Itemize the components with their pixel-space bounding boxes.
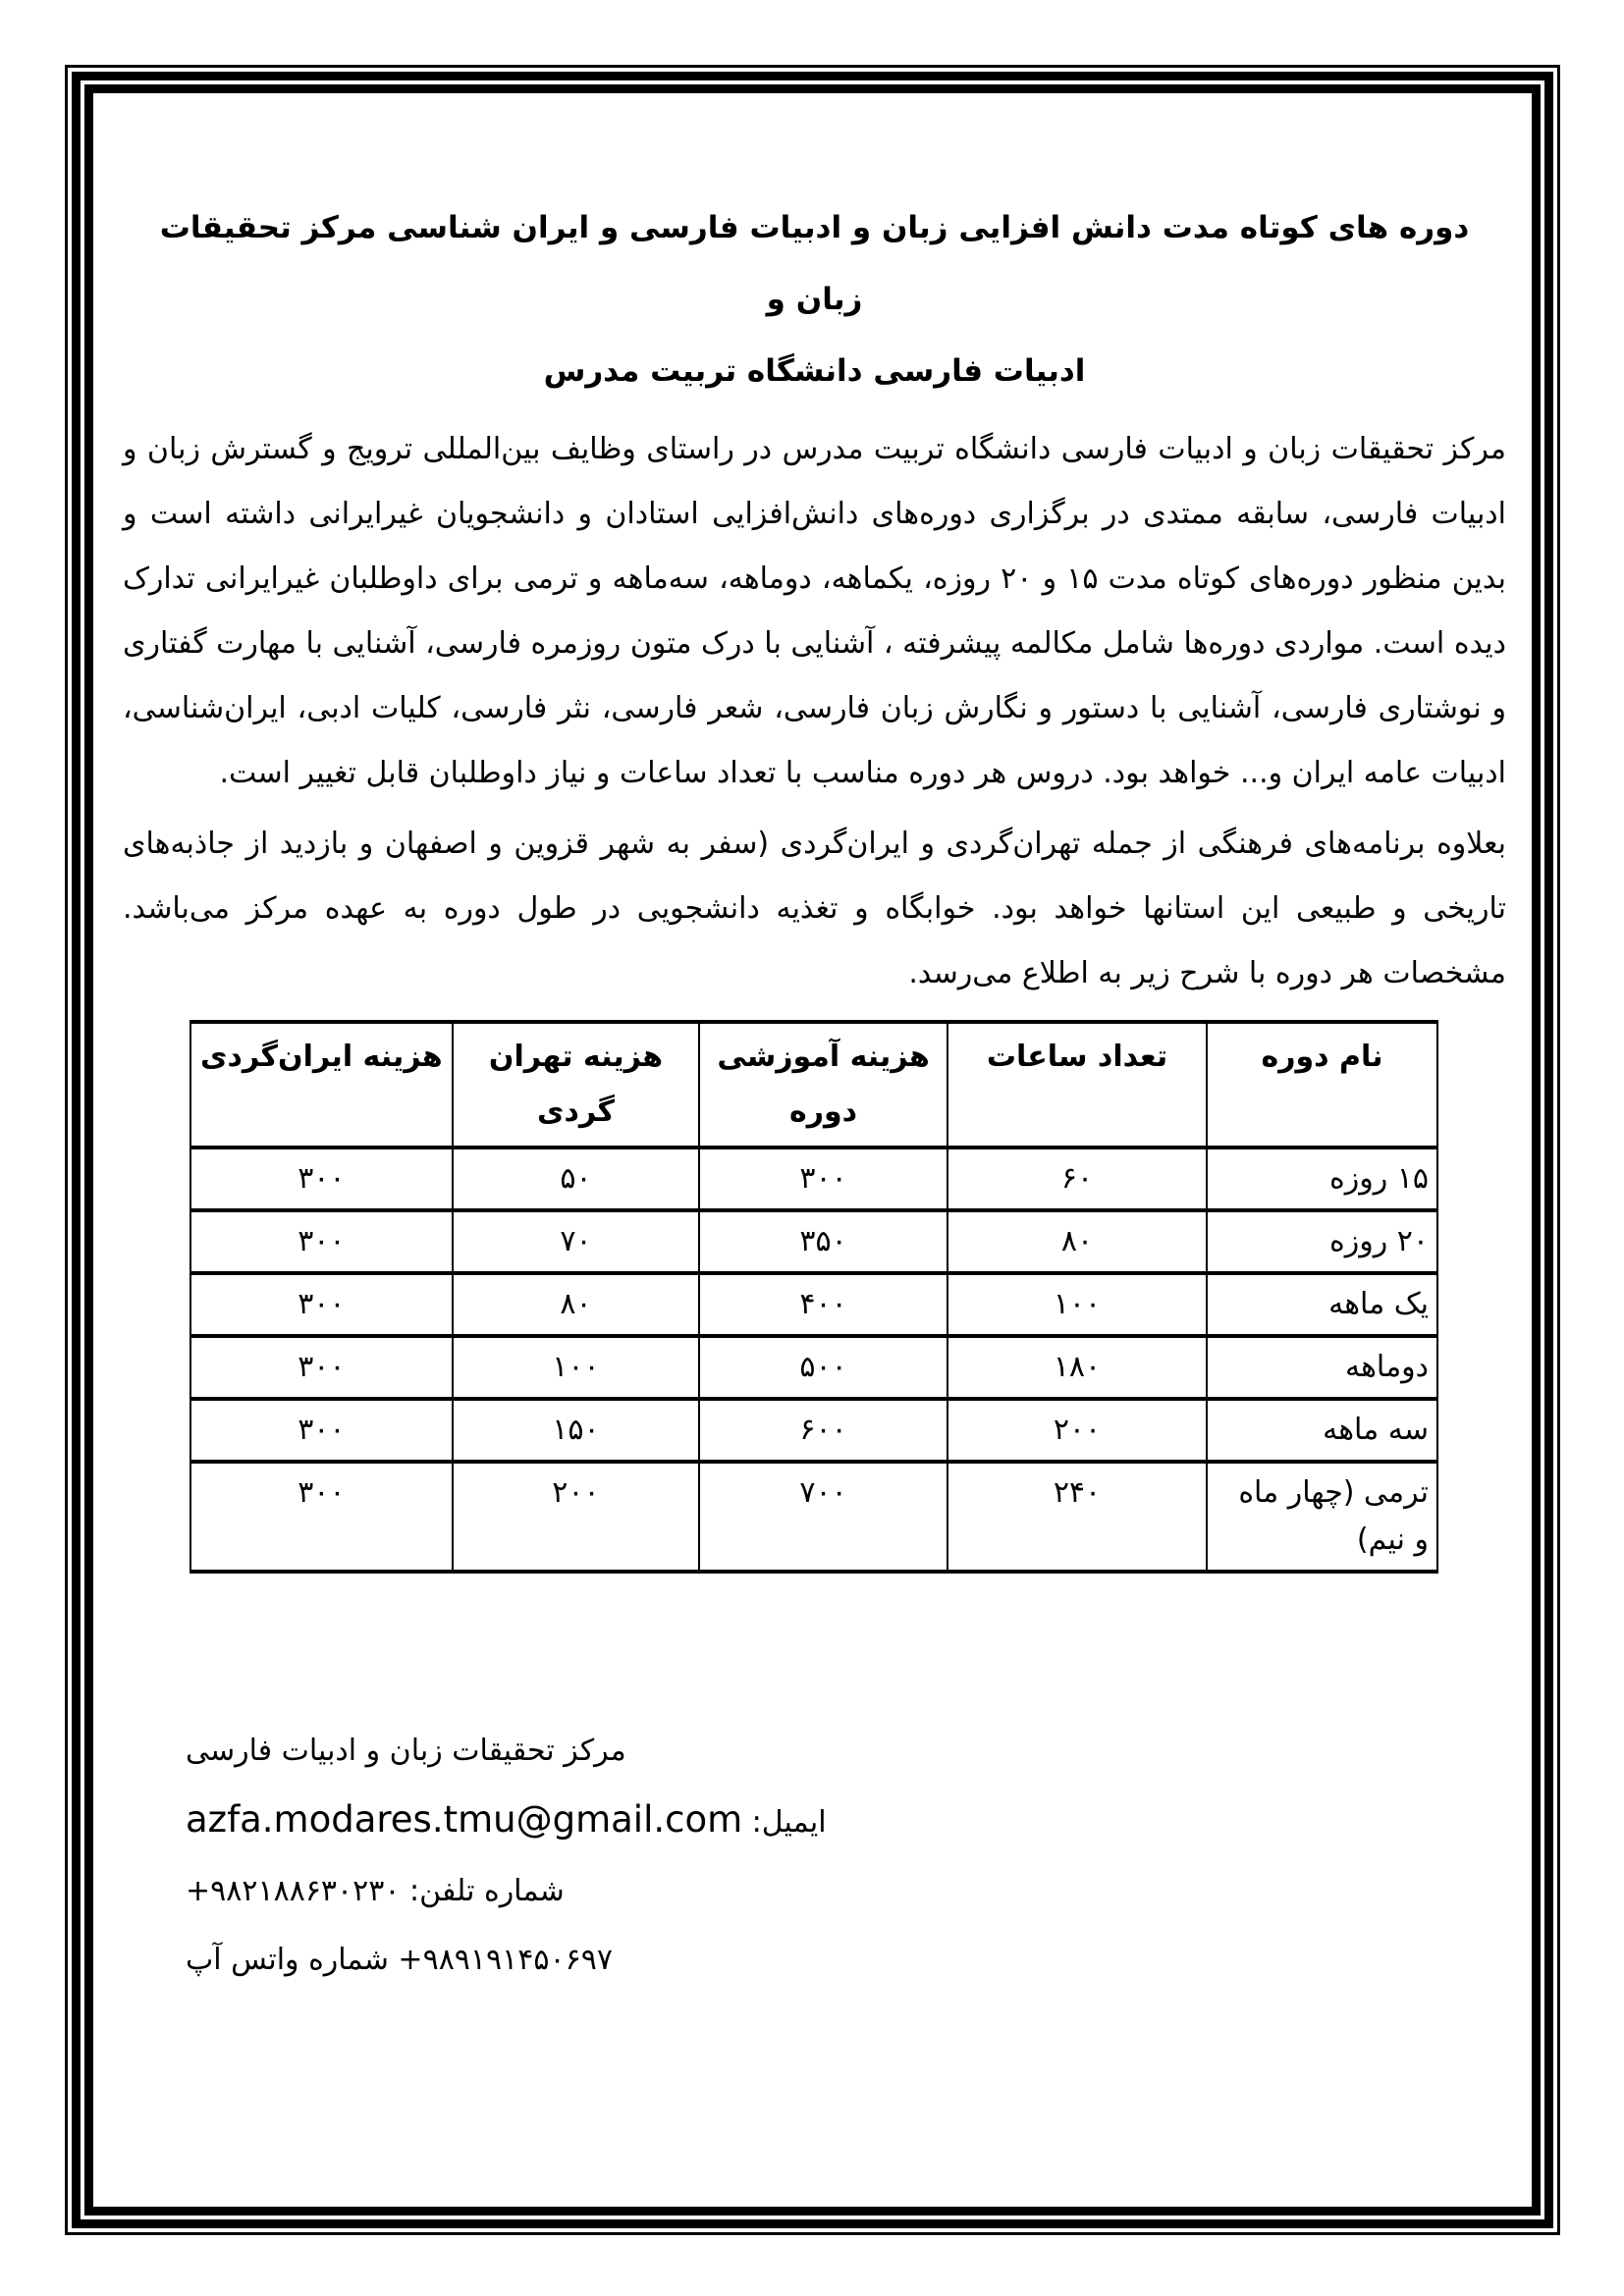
intro-paragraph: مرکز تحقیقات زبان و ادبیات فارسی دانشگاه تربیت مدرس در راستای وظایف بین‌المللی ترویج و گسترش زبان و ادبیات فارسی، سابقه ممتدی در برگزاری دوره‌های دانش‌افزایی استادان و دانشجویان غیرایرانی داشته است و بدین منظور دوره‌های کوتاه مدت ۱۵ و ۲۰ روزه، یکماهه، دوماهه، سه‌ماهه و ترمی برای داوطلبان غیرایرانی تدارک دیده است. مواردی دوره‌ها شامل مکالمه پیشرفته ، آشنایی با درک متون روزمره فارسی، آشنایی با مهارت گفتاری و نوشتاری فارسی، آشنایی با دستور و نگارش زبان فارسی، شعر فارسی، نثر فارسی، کلیات ادبی، ایران‌شناسی، ادبیات عامه ایران و... خواهد بود. دروس هر دوره مناسب با تعداد ساعات و نیاز داوطلبان قابل تغییر است. [123, 432, 1506, 790]
value-cell: ۱۰۰ [947, 1273, 1207, 1336]
value-cell: ۸۰ [453, 1273, 699, 1336]
course-name-cell: سه ماهه [1207, 1399, 1437, 1462]
value-cell: ۱۰۰ [453, 1336, 699, 1399]
column-header: هزینه تهران گردی [453, 1022, 699, 1148]
table-row [190, 1210, 1437, 1273]
value-cell: ۲۰۰ [947, 1399, 1207, 1462]
value-cell: ۴۰۰ [699, 1273, 947, 1336]
table-row [190, 1148, 1437, 1210]
value-cell: ۵۰ [453, 1148, 699, 1210]
title-line: ادبیات فارسی دانشگاه تربیت مدرس [543, 353, 1086, 389]
value-cell: ۳۰۰ [190, 1399, 453, 1462]
table-row [190, 1336, 1437, 1399]
course-table-body [190, 1148, 1437, 1572]
table-row [190, 1273, 1437, 1336]
course-name-cell: ترمی (چهار ماه و نیم) [1207, 1462, 1437, 1572]
column-header: نام دوره [1207, 1022, 1437, 1148]
document-content [123, 192, 1506, 1995]
phone-line: شماره تلفن: ۹۸۲۱۸۸۶۳۰۲۳۰+ [186, 1874, 565, 1908]
title-line: دوره های کوتاه مدت دانش افزایی زبان و ادبیات فارسی و ایران شناسی مرکز تحقیقات زبان و [159, 210, 1470, 317]
value-cell: ۳۰۰ [190, 1210, 453, 1273]
value-cell: ۱۸۰ [947, 1336, 1207, 1399]
email-label: ایمیل: [742, 1805, 827, 1840]
value-cell: ۸۰ [947, 1210, 1207, 1273]
value-cell: ۳۰۰ [190, 1148, 453, 1210]
value-cell: ۳۰۰ [699, 1148, 947, 1210]
value-cell: ۳۰۰ [190, 1273, 453, 1336]
course-name-cell: دوماهه [1207, 1336, 1437, 1399]
table-row [190, 1462, 1437, 1572]
value-cell: ۳۰۰ [190, 1462, 453, 1572]
value-cell: ۳۰۰ [190, 1336, 453, 1399]
course-name-cell: ۲۰ روزه [1207, 1210, 1437, 1273]
value-cell: ۷۰ [453, 1210, 699, 1273]
course-name-cell: یک ماهه [1207, 1273, 1437, 1336]
value-cell: ۲۴۰ [947, 1462, 1207, 1572]
organization-name: مرکز تحقیقات زبان و ادبیات فارسی [186, 1734, 626, 1768]
value-cell: ۶۰۰ [699, 1399, 947, 1462]
course-fees-table [189, 1020, 1438, 1574]
value-cell: ۵۰۰ [699, 1336, 947, 1399]
document-title [123, 192, 1506, 407]
whatsapp-line: ۹۸۹۱۹۱۴۵۰۶۹۷+ شماره واتس آپ [186, 1943, 613, 1977]
value-cell: ۷۰۰ [699, 1462, 947, 1572]
column-header: هزینه ایران‌گردی [190, 1022, 453, 1148]
table-row [190, 1399, 1437, 1462]
column-header: تعداد ساعات [947, 1022, 1207, 1148]
contact-block [123, 1717, 1506, 1995]
email-address: azfa.modares.tmu@gmail.com [186, 1798, 743, 1841]
value-cell: ۳۵۰ [699, 1210, 947, 1273]
programs-paragraph: بعلاوه برنامه‌های فرهنگی از جمله تهران‌گردی و ایران‌گردی (سفر به شهر قزوین و اصفهان و بازدید از جاذبه‌های تاریخی و طبیعی این استانها خواهد بود. خوابگاه و تغذیه دانشجویی در طول دوره به عهده مرکز می‌باشد. مشخصات هر دوره با شرح زیر به اطلاع می‌رسد. [123, 827, 1506, 990]
email-line [186, 1786, 1506, 1857]
course-name-cell: ۱۵ روزه [1207, 1148, 1437, 1210]
table-header-row [190, 1022, 1437, 1148]
value-cell: ۶۰ [947, 1148, 1207, 1210]
value-cell: ۱۵۰ [453, 1399, 699, 1462]
column-header: هزینه آموزشی دوره [699, 1022, 947, 1148]
value-cell: ۲۰۰ [453, 1462, 699, 1572]
